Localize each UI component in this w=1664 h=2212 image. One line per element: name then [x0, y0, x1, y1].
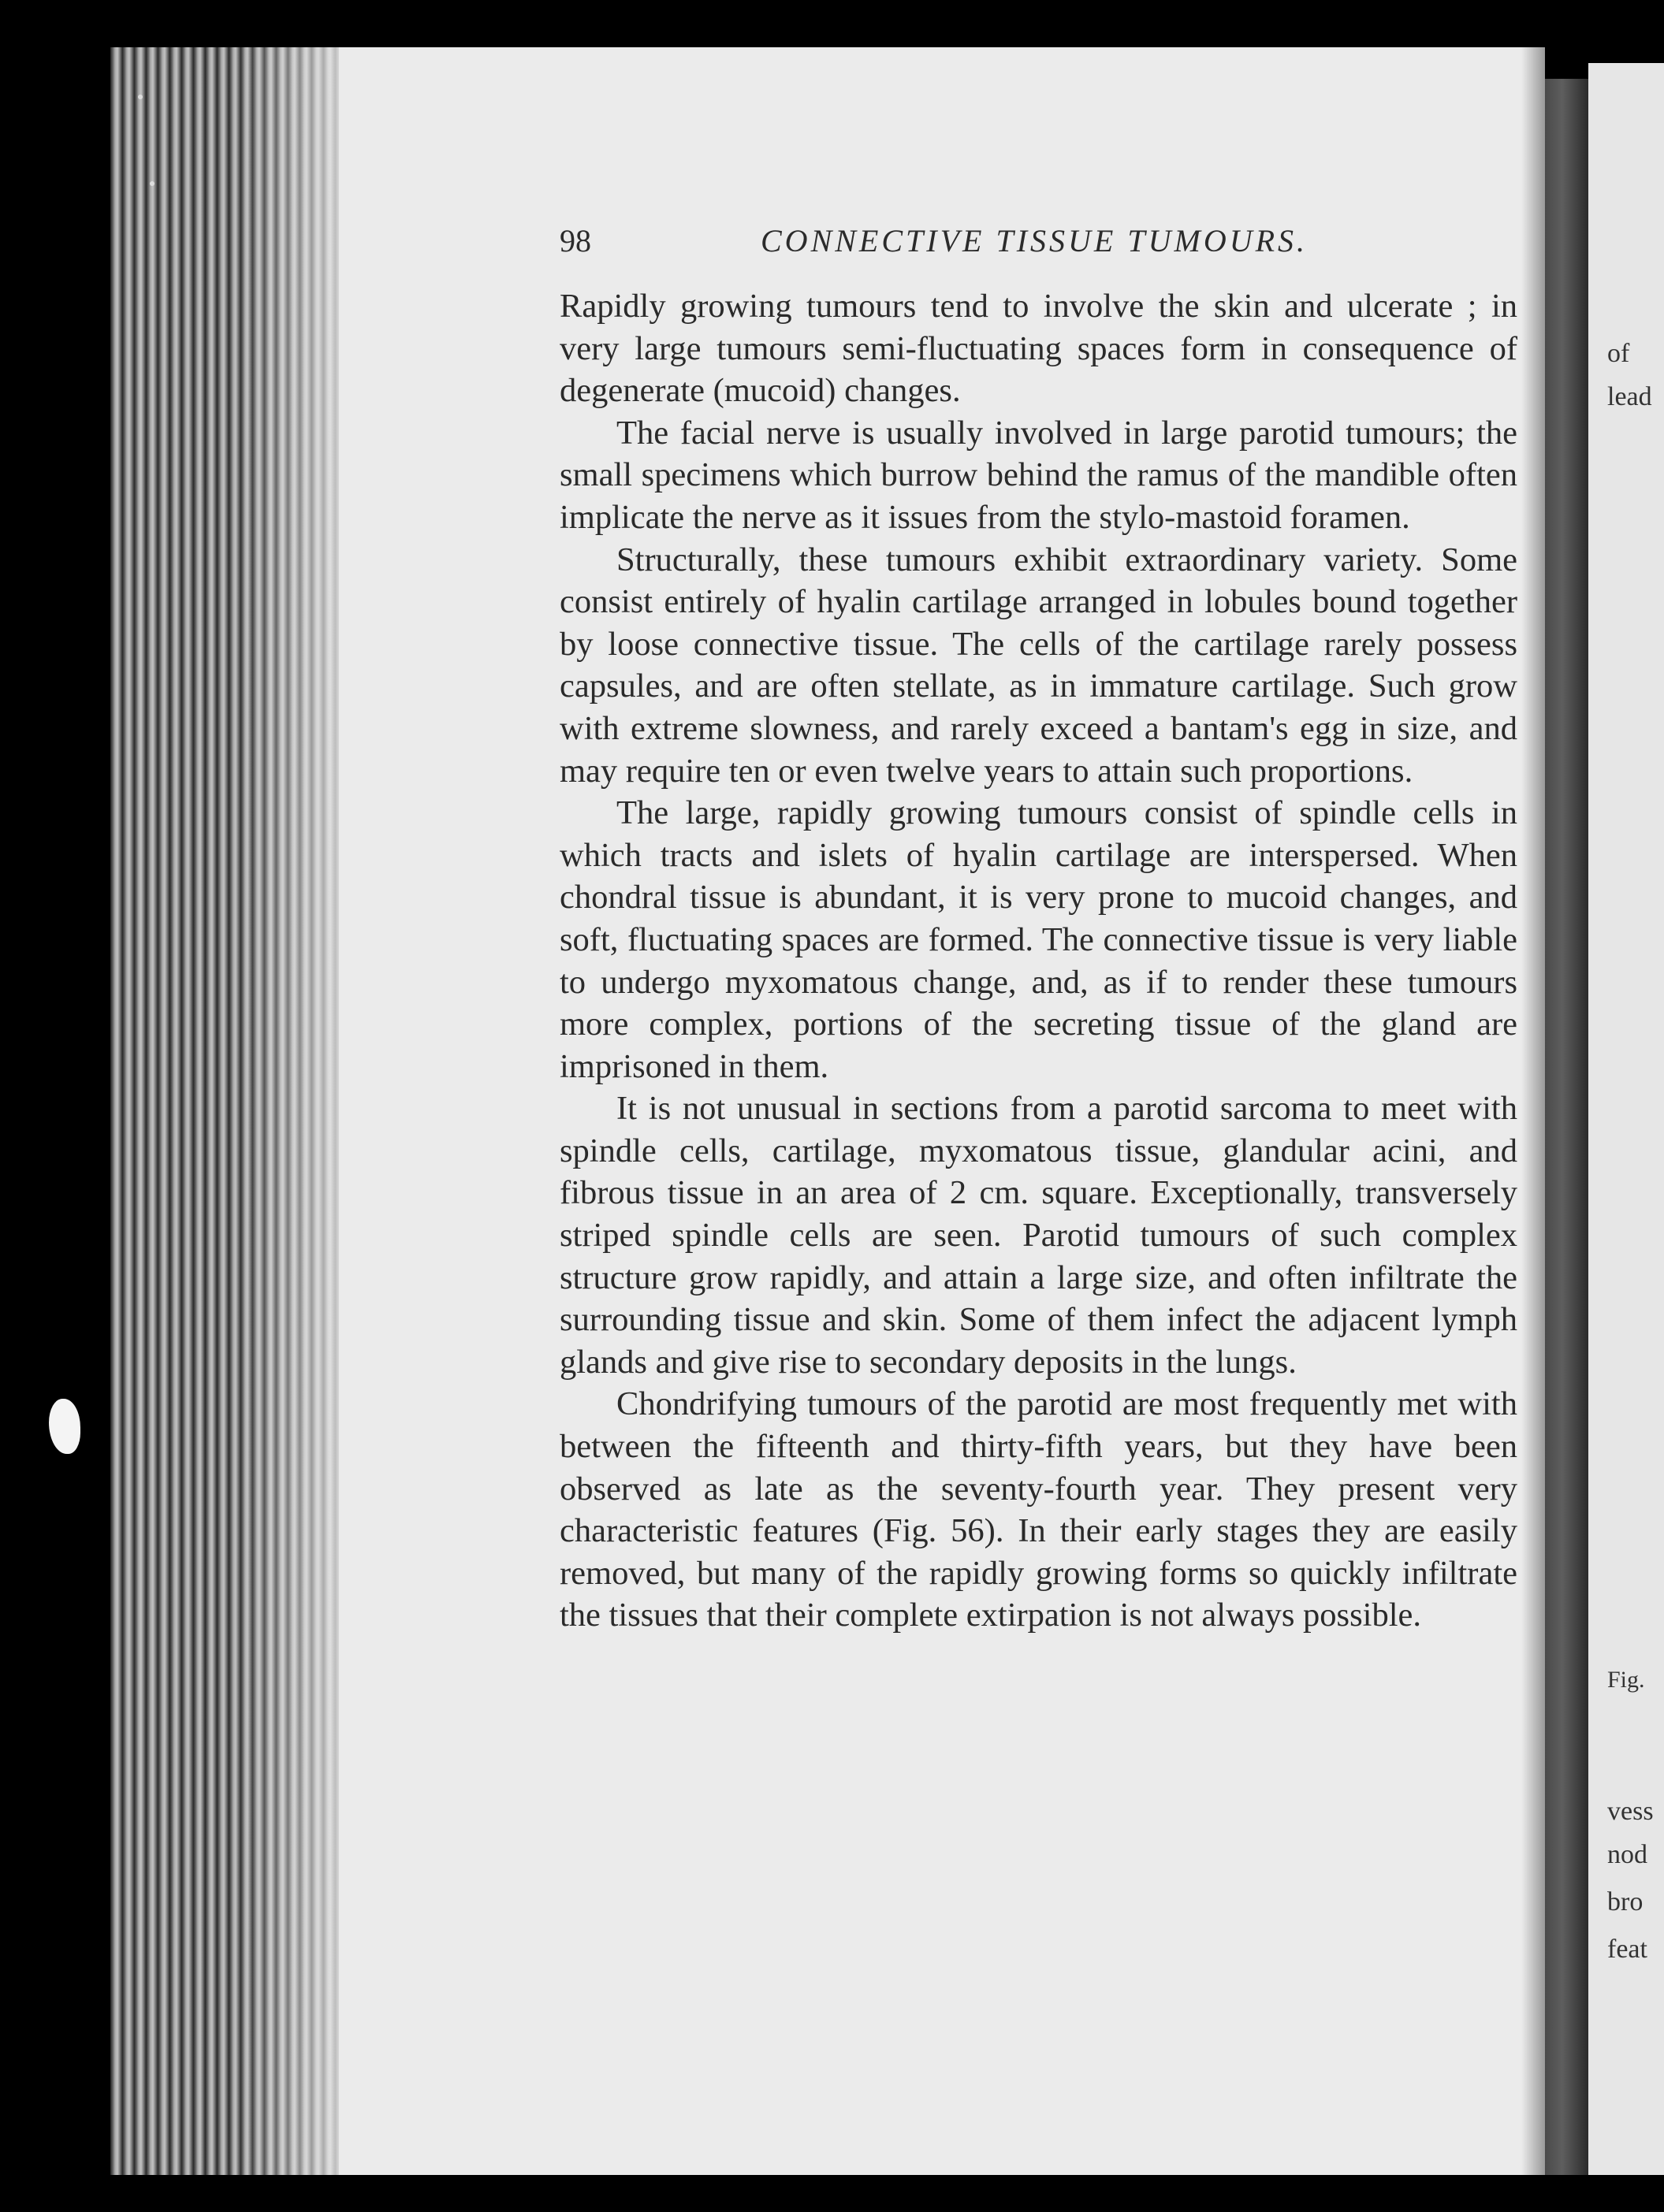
page-shadow	[1521, 47, 1545, 2175]
adjacent-page-word: lead	[1607, 382, 1652, 411]
paragraph: The facial nerve is usually involved in large parotid tumours; the small specimens which burrow behind the ramus of the mandible often implicate the nerve as it issues from the stylo-mastoid foramen.	[560, 414, 1517, 536]
paragraph: Rapidly growing tumours tend to involve the skin and ulcerate ; in very large tumours semi-fluctuating spaces form in consequence of degenerate (mucoid) changes.	[560, 288, 1517, 410]
adjacent-page-word: feat	[1607, 1935, 1647, 1964]
paper-stain	[49, 1399, 80, 1454]
body-text	[560, 285, 1517, 1637]
book-gutter	[1545, 79, 1588, 2175]
adjacent-page-word: of	[1607, 339, 1630, 368]
paragraph: Chondrifying tumours of the parotid are most frequently met with between the fifteenth and thirty-fifth years, but they have been observed as late as the seventy-fourth year. They present very characteristic features (Fig. 56). In their early stages they are easily removed, but many of the rapidly growing forms so quickly infiltrate the tissues that their complete extirpation is not always possible.	[560, 1385, 1517, 1634]
dust-speck	[150, 181, 154, 186]
paragraph: The large, rapidly growing tumours consist of spindle cells in which tracts and islets of hyalin cartilage are interspersed. When chondral tissue is abundant, it is very prone to mucoid changes, and soft, fluctuating spaces are formed. The connective tissue is very liable to undergo myxomatous change, and, as if to render these tumours more complex, portions of the secreting tissue of the gland are imprisoned in them.	[560, 794, 1517, 1085]
adjacent-page-word: bro	[1607, 1887, 1644, 1916]
adjacent-page-word: vess	[1607, 1797, 1654, 1826]
paragraph: Structurally, these tumours exhibit extraordinary variety. Some consist entirely of hyalin cartilage arranged in lobules bound together by loose connective tissue. The cells of the cartilage rarely possess capsules, and are often stellate, as in immature cartilage. Such grow with extreme slowness, and rarely exceed a bantam's egg in size, and may require ten or even twelve years to attain such proportions.	[560, 541, 1517, 790]
dust-speck	[138, 95, 143, 99]
page-number: 98	[560, 223, 591, 258]
paragraph: It is not unusual in sections from a parotid sarcoma to meet with spindle cells, cartilage, myxomatous tissue, glandular acini, and fibrous tissue in an area of 2 cm. square. Exceptionally, transversely striped spindle cells are seen. Parotid tumours of such complex structure grow rapidly, and attain a large size, and often infiltrate the surrounding tissue and skin. Some of them infect the adjacent lymph glands and give rise to secondary deposits in the lungs.	[560, 1090, 1517, 1381]
page-edges-fade	[236, 47, 347, 2175]
adjacent-page-fragment	[1588, 63, 1664, 2175]
running-head-title: CONNECTIVE TISSUE TUMOURS.	[761, 223, 1308, 258]
adjacent-page-word: nod	[1607, 1840, 1647, 1869]
adjacent-page-word: Fig.	[1607, 1667, 1645, 1693]
running-head	[560, 222, 1348, 262]
